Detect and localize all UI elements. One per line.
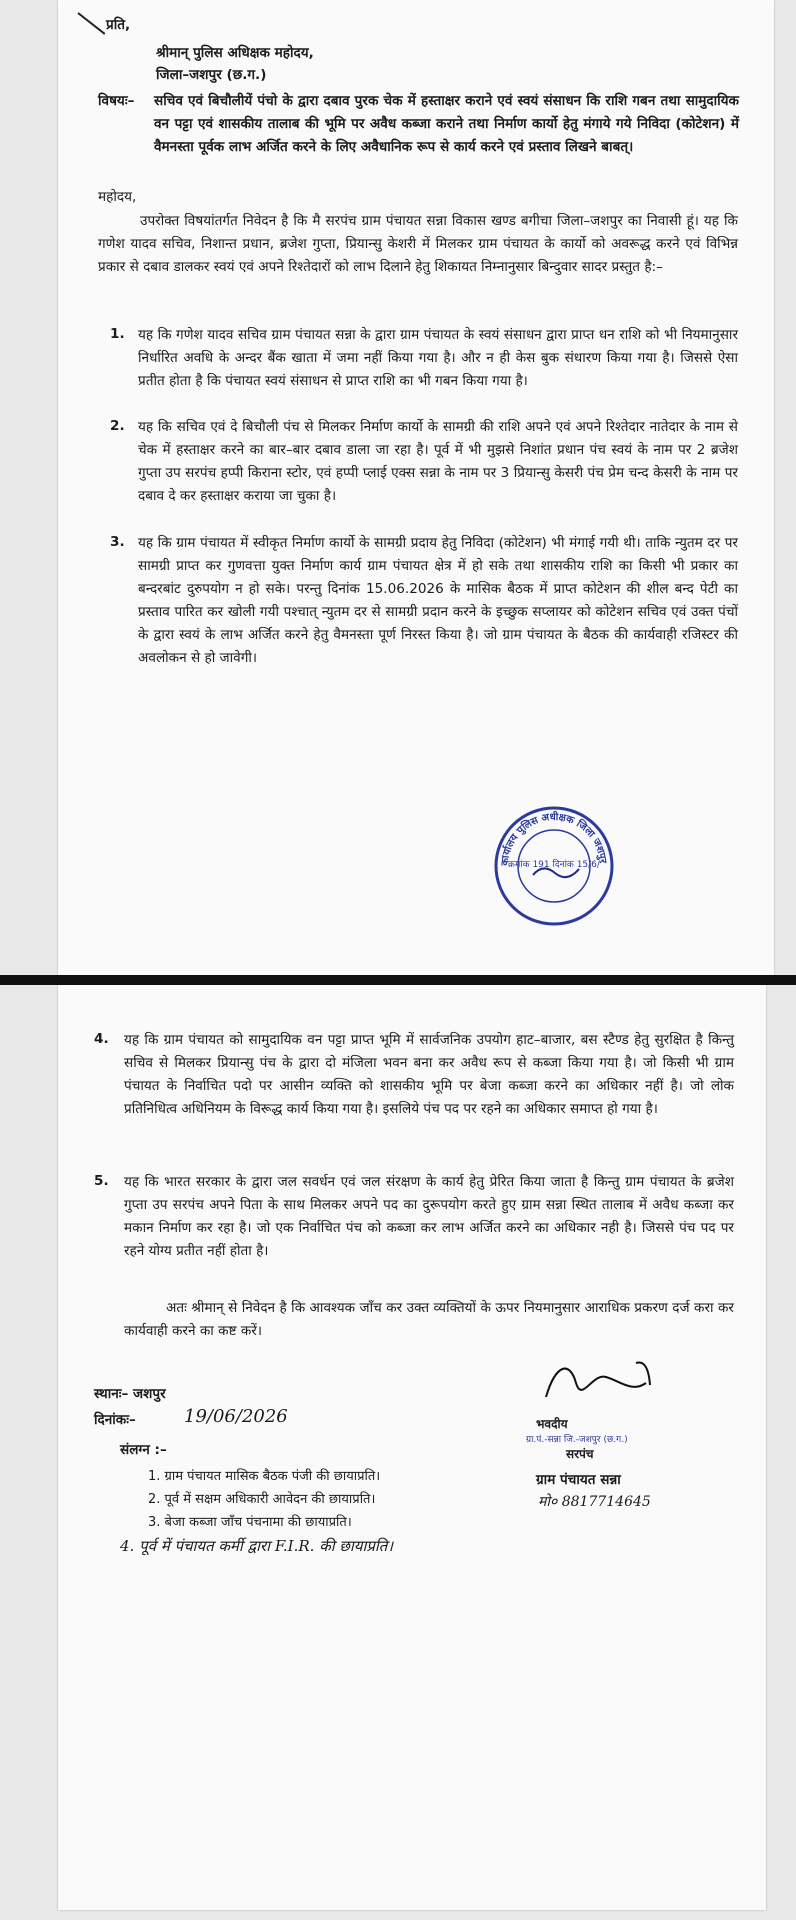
point-number: 3. [110, 534, 125, 550]
stamp-inner-text: क्रमांक 191 दिनांक 15/6/ [508, 860, 600, 870]
point-number: 2. [110, 418, 125, 434]
letter-page-1 [58, 0, 774, 975]
enclosure-item: 2. पूर्व में सक्षम अधिकारी आवेदन की छायाप्रति। [148, 1492, 376, 1507]
point-text: यह कि ग्राम पंचायत में स्वीकृत निर्माण कार्यो के सामग्री प्रदाय हेतु निविदा (कोटेशन) भी मंगाई गयी थी। ताकि न्युतम दर पर सामग्री प्राप्त कर गुणवत्ता युक्त निर्माण कार्य ग्राम पंचायत क्षेत्र में हो सके तथा शासकीय राशि का किसी भी प्रकार का बन्दरबांट दुरुपयोग न हो सके। परन्तु दिनांक 15.06.2026 के मासिक बैठक में प्राप्त कोटेशन की शील बन्द पेटी का प्रस्ताव पारित कर खोली गयी पश्चात् न्युतम दर से सामग्री प्रदान करने के इच्छुक सप्लायर को कोटेशन सचिव एवं उक्त पंचों के द्वारा स्वयं के लाभ अर्जित करने हेतु वैमनस्ता पूर्ण निरस्त किया है। जो ग्राम पंचायत के बैठक की कार्यवाही रजिस्टर की अवलोकन से हो जावेगी। [138, 535, 738, 666]
point-number: 5. [94, 1173, 109, 1189]
point-text: यह कि गणेश यादव सचिव ग्राम पंचायत सन्ना के द्वारा ग्राम पंचायत के स्वयं संसाधन द्वारा प्राप्त धन राशि को भी नियमानुसार निर्धारित अवधि के अन्दर बैंक खाता में जमा नहीं किया गया है। और न ही केस बुक संधारण किया गया है। जिससे ऐसा प्रतीत होता है कि पंचायत स्वयं संसाधन से प्राप्त राशि का भी गबन किया गया है। [138, 327, 738, 389]
enclosure-label: संलग्न :– [120, 1442, 167, 1458]
date-value: 19/06/2026 [184, 1406, 288, 1427]
intro-paragraph: उपरोक्त विषयांतर्गत निवेदन है कि मै सरपंच ग्राम पंचायत सन्ना विकास खण्ड बगीचा जिला–जशपुर का निवासी हूं। यह कि गणेश यादव सचिव, निशान्त प्रधान, ब्रजेश गुप्ता, प्रियान्सु केशरी में मिलकर ग्राम पंचायत के कार्यो को अवरूद्ध करने एवं विभिन्न प्रकार से दबाव डालकर स्वयं एवं अपने रिश्तेदारों को लाभ दिलाने हेतु शिकायत निम्नानुसार बिन्दुवार सादर प्रस्तुत है:– [98, 213, 738, 275]
enclosure-item: 3. बेजा कब्जा जाँच पंचनामा की छायाप्रति। [148, 1515, 352, 1530]
point-text: यह कि भारत सरकार के द्वारा जल सवर्धन एवं जल संरक्षण के कार्य हेतु प्रेरित किया जाता है किन्तु ग्राम पंचायत के ब्रजेश गुप्ता उप सरपंच अपने पिता के साथ मिलकर अपने पद का दुरूपयोग करते हुए ग्राम सन्ना स्थित तालाब में अवैध कब्जा कर मकान निर्माण कर रहा है। जो एक निर्वाचित पंच को कब्जा कर लाभ अर्जित करने का अधिकार नही है। जिससे पंच पद पर रहने योग्य प्रतीत नहीं होता है। [124, 1174, 734, 1259]
page-gap [0, 975, 796, 985]
subject-text: सचिव एवं बिचौलीयें पंचो के द्वारा दबाव पुरक चेक में हस्ताक्षर कराने एवं स्वयं संसाधन कि राशि गबन तथा सामुदायिक वन पट्टा एवं शासकीय तालाब की भूमि पर अवैध कब्जा कराने तथा निर्माण कार्यो हेतु मंगाये गये निविदा (कोटेशन) में वैमनस्ता पूर्वक लाभ अर्जित करने के लिए अवैधानिक रूप से कार्य करने एवं प्रस्ताव लिखने बाबत्। [154, 93, 739, 155]
letter-page-2 [58, 985, 766, 1910]
signatory-name: भवदीय [536, 1417, 568, 1431]
request-paragraph: अतः श्रीमान् से निवेदन है कि आवश्यक जाँच कर उक्त व्यक्तियों के ऊपर नियमानुसार आराधिक प्रकरण दर्ज करा कर कार्यवाही करने का कष्ट करें। [124, 1300, 734, 1339]
signatory-role: सरपंच [566, 1447, 594, 1461]
point-number: 1. [110, 326, 125, 342]
point-text: यह कि ग्राम पंचायत को सामुदायिक वन पट्टा प्राप्त भूमि में सार्वजनिक उपयोग हाट–बाजार, बस स्टैण्ड हेतु सुरक्षित है किन्तु सचिव से मिलकर प्रियान्सु पंच के द्वारा दो मंजिला भवन बना कर अवैध रूप से कब्जा किया गया है। जो किसी भी ग्राम पंचायत के निर्वाचित पदो पर आसीन व्यक्ति को शासकीय भूमि पर बेजा कब्जा करने का अधिकार नहीं है। जो लोक प्रतिनिधित्व अधिनियम के विरूद्ध कार्य किया गया है। इसलिये पंच पद पर रहने का अधिकार समाप्त हो गया है। [124, 1032, 734, 1117]
addressee: श्रीमान् पुलिस अधिक्षक महोदय, [156, 45, 314, 61]
received-stamp [493, 805, 615, 927]
signatory-office: ग्राम पंचायत सन्ना [536, 1472, 621, 1488]
point-text: यह कि सचिव एवं दे बिचौली पंच से मिलकर निर्माण कार्यो के सामग्री की राशि अपने एवं अपने रिश्तेदार नातेदार के नाम से चेक में हस्ताक्षर करने का बार–बार दबाव डाला जा रहा है। पूर्व में भी मुझसे निशांत प्रधान पंच स्वयं के नाम पर 2 ब्रजेश गुप्ता उप सरपंच हप्पी किराना स्टोर, एवं हप्पी प्लाई एक्स सन्ना के नाम पर 3 प्रियान्सु केसरी पंच प्रेम चन्द केसरी के नाम पर दबाव दे कर हस्ताक्षर कराया जा चुका है। [138, 419, 738, 504]
signature [536, 1353, 676, 1413]
to-label: प्रति, [106, 17, 131, 33]
point-number: 4. [94, 1031, 109, 1047]
enclosure-handwritten: 4. पूर्व में पंचायत कर्मी द्वारा F.I.R. की छायाप्रति। [120, 1537, 394, 1555]
district-line: जिला–जशपुर (छ.ग.) [156, 67, 267, 83]
pen-mark [77, 12, 105, 35]
signatory-stamp: ग्रा.पं.-सन्ना जि.-जशपुर (छ.ग.) [526, 1435, 628, 1445]
salutation: महोदय, [98, 189, 137, 205]
date-label: दिनांकः– [94, 1412, 136, 1428]
mobile-number: मो० 8817714645 [538, 1494, 651, 1510]
place-line: स्थानः– जशपुर [94, 1386, 166, 1402]
enclosure-item: 1. ग्राम पंचायत मासिक बैठक पंजी की छायाप्रति। [148, 1469, 381, 1484]
stamp-ring-text: कार्यालय पुलिस अधीक्षक जिला जशपुर [499, 811, 608, 867]
svg-text:कार्यालय पुलिस अधीक्षक जिला जश [499, 810, 608, 867]
subject-label: विषयः– [98, 93, 135, 109]
